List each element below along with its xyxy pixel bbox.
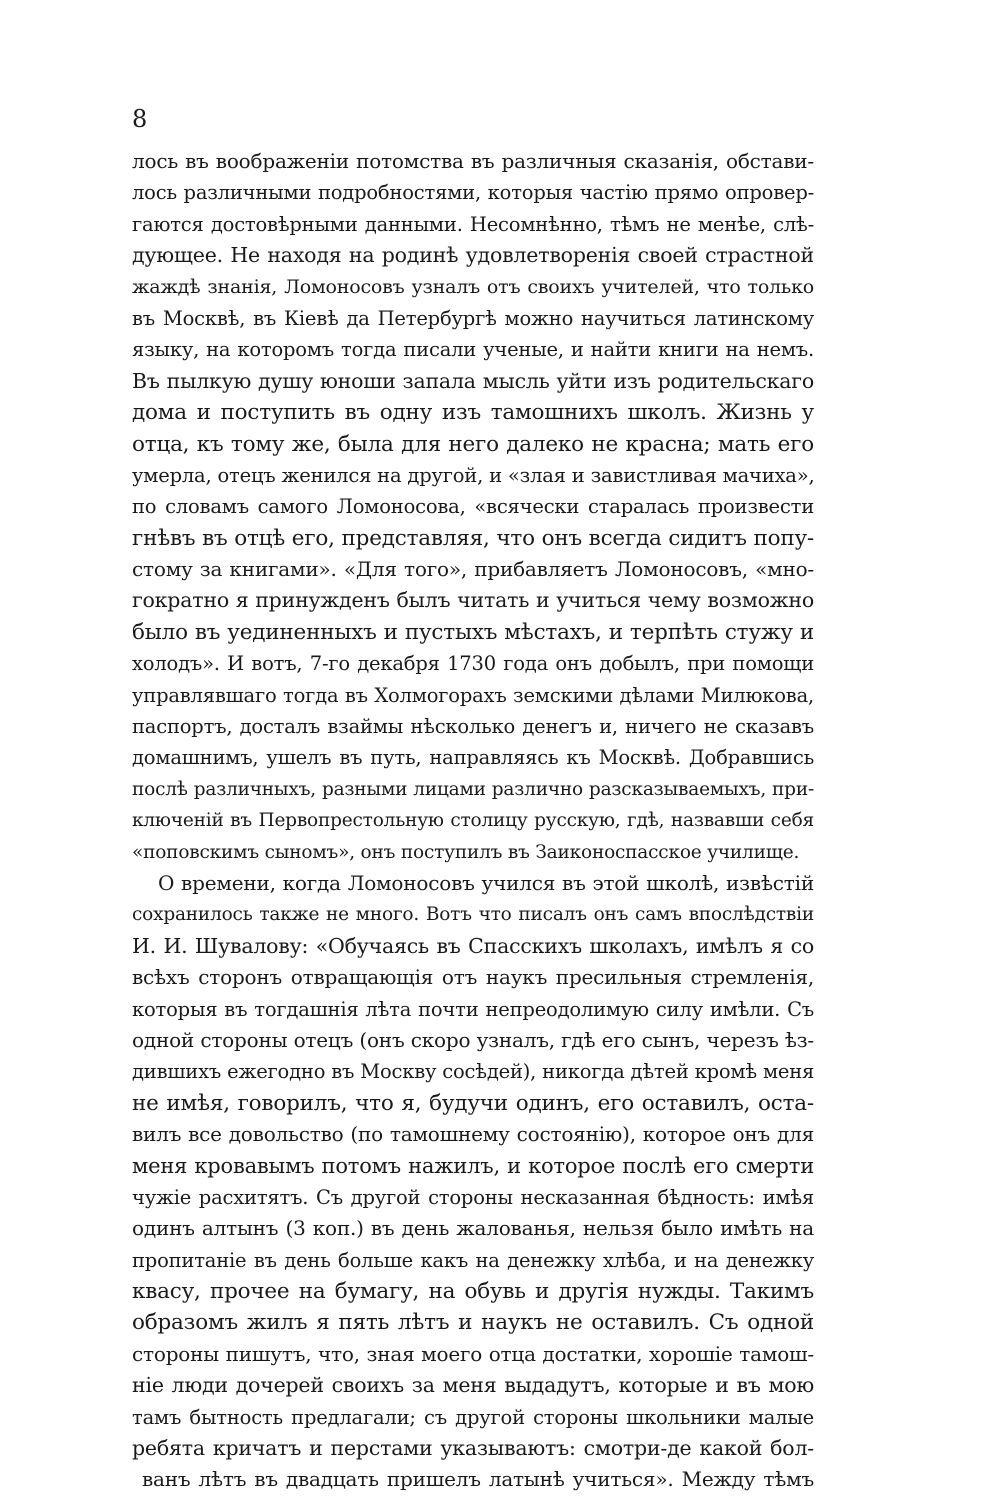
text-line: чужіе расхитятъ. Съ другой стороны несказанная бѣдность: имѣя	[132, 1185, 814, 1209]
text-line: жаждѣ знанія, Ломоносовъ узналъ отъ своихъ учителей, что только	[132, 275, 814, 298]
text-line: домашнимъ, ушелъ въ путь, направляясь къ Москвѣ. Добравшись	[132, 746, 814, 770]
text-line: ключеній въ Первопрестольную столицу русскую, гдѣ, назвавши себя	[132, 810, 814, 832]
text-line: въ Москвѣ, въ Кіевѣ да Петербургѣ можно научиться латинскому	[132, 306, 814, 330]
text-line: меня кровавымъ потомъ нажилъ, и которое послѣ его смерти	[132, 1153, 814, 1178]
text-line: было въ уединенныхъ и пустыхъ мѣстахъ, и терпѣть стужу и	[132, 619, 814, 645]
text-line: по словамъ самого Ломоносова, «всячески старалась произвести	[132, 495, 814, 519]
text-line: О времени, когда Ломоносовъ учился въ этой школѣ, извѣстій	[158, 870, 814, 895]
text-line: стороны пишутъ, что, зная моего отца достатки, хорошіе тамош-	[132, 1341, 814, 1366]
text-line: холодъ». И вотъ, 7-го декабря 1730 года онъ добылъ, при помощи	[132, 652, 814, 676]
text-line: гаются достовѣрными данными. Несомнѣнно, тѣмъ не менѣе, слѣ-	[132, 212, 814, 236]
text-line: сохранилось также не много. Вотъ что писалъ онъ самъ впослѣдствіи	[132, 904, 814, 926]
text-line: Въ пылкую душу юноши запала мысль уйти изъ родительскаго	[132, 368, 814, 393]
text-line: ребята кричатъ и перстами указываютъ: смотри-де какой бол-	[132, 1436, 814, 1461]
text-line: лось различными подробностями, которыя частію прямо опровер-	[132, 181, 814, 205]
text-line: отца, къ тому же, была для него далеко не красна; мать его	[132, 431, 814, 457]
text-line: гнѣвъ въ отцѣ его, представляя, что онъ всегда сидитъ попу-	[132, 525, 814, 551]
text-line: стому за книгами». «Для того», прибавляетъ Ломоносовъ, «мно-	[132, 557, 814, 582]
text-line: ніе люди дочерей своихъ за меня выдадутъ, которые и въ мою	[132, 1373, 814, 1398]
text-line: квасу, прочее на бумагу, на обувь и другія нужды. Такимъ	[132, 1279, 814, 1305]
text-line: образомъ жилъ я пять лѣтъ и наукъ не оставилъ. Съ одной	[132, 1310, 814, 1336]
page-number: 8	[132, 105, 148, 133]
text-line: паспортъ, досталъ взаймы нѣсколько денегъ и, ничего не сказавъ	[132, 715, 814, 739]
text-line: умерла, отецъ женился на другой, и «злая и завистливая мачиха»,	[132, 463, 814, 487]
text-line: вилъ все довольство (по тамошнему состоянію), которое онъ для	[132, 1122, 814, 1147]
text-line: которыя въ тогдашнія лѣта почти непреодолимую силу имѣли. Съ	[132, 997, 814, 1021]
text-line: управлявшаго тогда въ Холмогорахъ земскими дѣлами Милюкова,	[132, 683, 814, 707]
text-line: не имѣя, говорилъ, что я, будучи одинъ, его оставилъ, оста-	[132, 1090, 814, 1116]
text-line: «поповскимъ сыномъ», онъ поступилъ въ Заиконоспасское училище.	[132, 841, 800, 863]
text-line: тамъ бытность предлагали; съ другой стороны школьники малые	[132, 1405, 814, 1429]
text-line: дома и поступить въ одну изъ тамошнихъ школъ. Жизнь у	[132, 400, 814, 426]
text-line: всѣхъ сторонъ отвращающія отъ наукъ пресильныя стремленія,	[132, 965, 814, 990]
text-line: И. И. Шувалову: «Обучаясь въ Спасскихъ школахъ, имѣлъ я со	[132, 933, 814, 958]
text-line: лось въ воображеніи потомства въ различныя сказанія, обстави-	[132, 149, 814, 173]
text-line: ванъ лѣтъ въ двадцать пришелъ латынѣ учиться». Между тѣмъ	[142, 1467, 814, 1492]
text-line: послѣ различныхъ, разными лицами различно разсказываемыхъ, при-	[132, 778, 814, 800]
text-line: гократно я принужденъ былъ читать и учиться чему возможно	[132, 588, 814, 613]
text-line: дующее. Не находя на родинѣ удовлетворенія своей страстной	[132, 243, 814, 268]
text-line: дившихъ ежегодно въ Москву сосѣдей), никогда дѣтей кромѣ меня	[132, 1060, 814, 1084]
text-line: языку, на которомъ тогда писали ученые, и найти книги на немъ.	[132, 338, 814, 362]
text-line: пропитаніе въ день больше какъ на денежку хлѣба, и на денежку	[132, 1248, 814, 1272]
text-line: одинъ алтынъ (3 коп.) въ день жалованья, нельзя было имѣть на	[132, 1216, 814, 1241]
text-line: одной стороны отецъ (онъ скоро узналъ, гдѣ его сынъ, черезъ ѣз-	[132, 1027, 814, 1052]
body-text	[132, 146, 814, 1496]
